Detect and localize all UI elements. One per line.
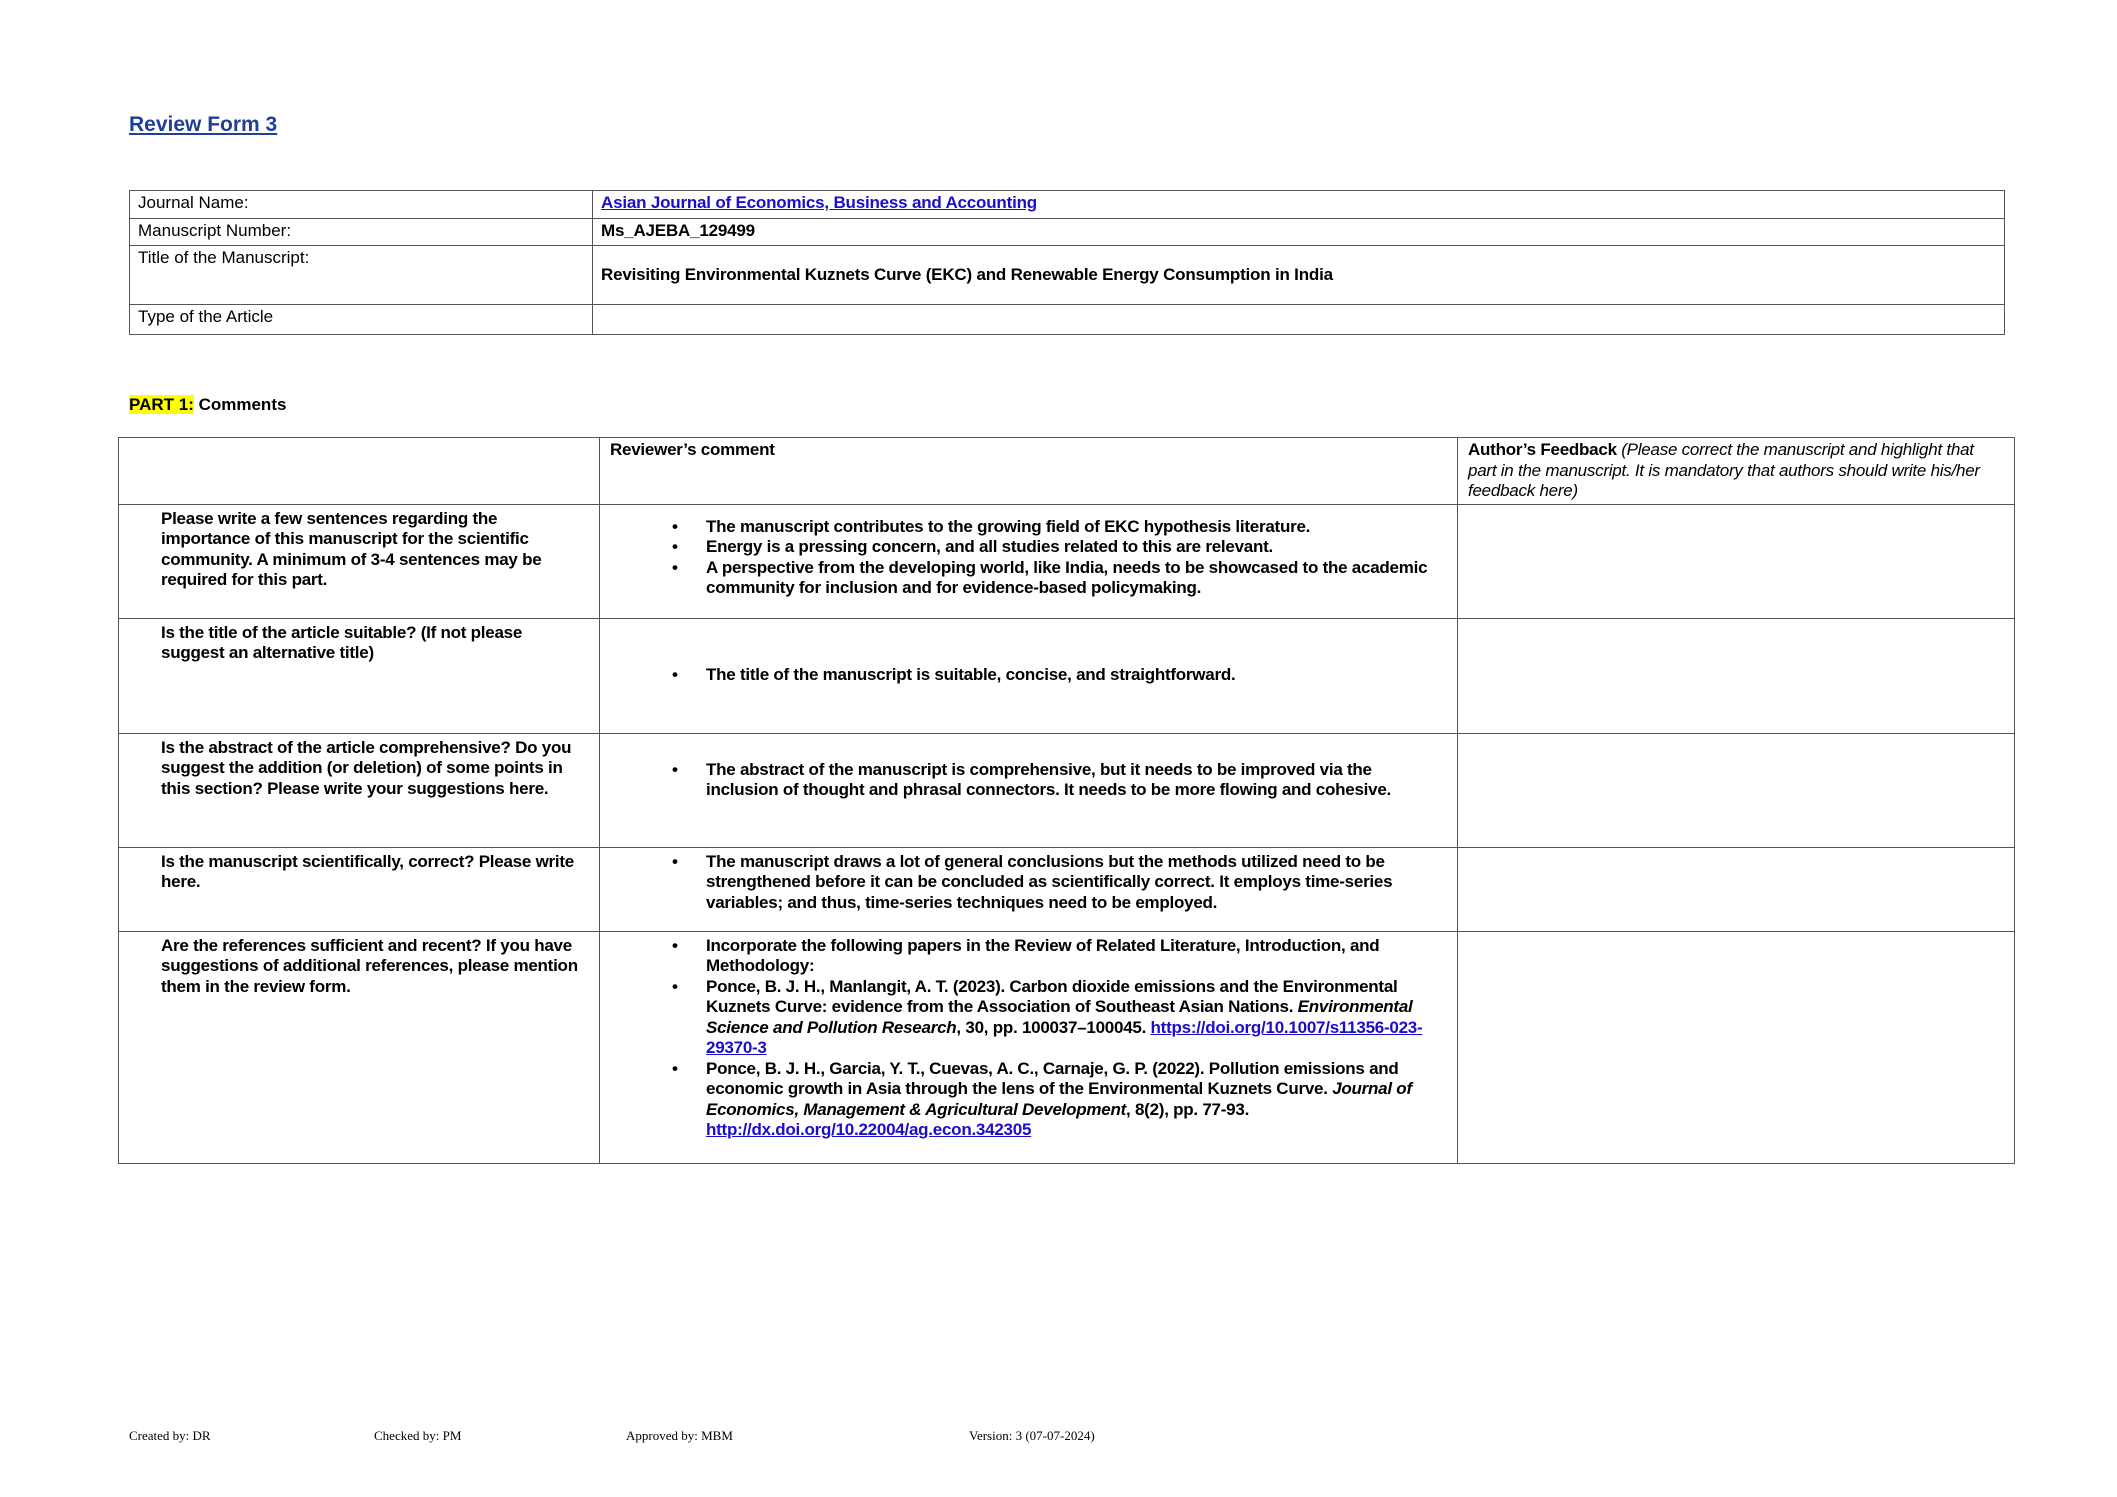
info-row-journal — [130, 191, 2005, 219]
list-item — [600, 760, 1447, 801]
question: Are the references sufficient and recent? If you have suggestions of additional references, please mention them in the review form. — [119, 931, 600, 1163]
author-feedback-note: (Please correct the manuscript and highlight that part in the manuscript. It is mandatory that authors should write his/her feedback here) — [1468, 440, 1980, 500]
text: A perspective from the developing world, like India, needs to be showcased to the academic community for inclusion and for evidence-based policymaking. — [706, 557, 1428, 597]
text: , 30, pp. 100037–100045. — [956, 1017, 1151, 1037]
reviewer-comment — [600, 618, 1458, 733]
part-title: Comments — [193, 395, 287, 414]
info-row-title — [130, 246, 2005, 305]
text — [593, 191, 2005, 219]
author-feedback-label: Author’s Feedback — [1468, 440, 1617, 459]
info-row-type — [130, 305, 2005, 335]
bullet-icon: • — [672, 976, 678, 996]
header-empty — [119, 438, 600, 505]
text: , 8(2), pp. 77-93. — [1126, 1099, 1250, 1119]
footer-version: Version: 3 (07-07-2024) — [969, 1428, 1095, 1443]
header-reviewer: Reviewer’s comment — [600, 438, 1458, 505]
list-item — [600, 936, 1447, 977]
table-row — [119, 733, 2015, 847]
title-label: Title of the Manuscript: — [130, 246, 593, 305]
header-author — [1458, 438, 2015, 505]
table-row — [119, 847, 2015, 931]
bullet-icon: • — [672, 759, 678, 779]
author-feedback-cell[interactable] — [1458, 733, 2015, 847]
reference-item — [600, 1059, 1447, 1141]
text — [600, 665, 1457, 686]
list-item — [600, 558, 1447, 599]
text: The manuscript draws a lot of general conclusions but the methods utilized need to be strengthened before it can be concluded as scientifically correct. It employs time-series variables; and thus, time-series techniques need to be employed. — [706, 851, 1393, 912]
form-title[interactable]: Review Form 3 — [129, 113, 278, 136]
text: The manuscript contributes to the growing field of EKC hypothesis literature. — [706, 516, 1311, 536]
manuscript-number-label: Manuscript Number: — [130, 219, 593, 246]
question: Is the abstract of the article comprehensive? Do you suggest the addition (or deletion) of some points in this section? Please write your suggestions here. — [119, 733, 600, 847]
bullet-icon: • — [672, 557, 678, 577]
type-label: Type of the Article — [130, 305, 593, 335]
author-feedback-cell[interactable] — [1458, 931, 2015, 1163]
title-value: Revisiting Environmental Kuznets Curve (EKC) and Renewable Energy Consumption in India — [593, 246, 2005, 305]
author-feedback-cell[interactable] — [1458, 618, 2015, 733]
text — [600, 760, 1457, 801]
list-item — [600, 665, 1447, 686]
info-row-number — [130, 219, 2005, 246]
reviewer-comment — [600, 847, 1458, 931]
text — [130, 191, 2005, 335]
footer-checked: Checked by: PM — [374, 1428, 462, 1443]
table-row — [119, 618, 2015, 733]
author-feedback-cell[interactable] — [1458, 504, 2015, 618]
type-value — [593, 305, 2005, 335]
bullet-icon: • — [672, 935, 678, 955]
text — [600, 936, 1457, 1141]
reference-item — [600, 977, 1447, 1059]
bullet-icon: • — [672, 516, 678, 536]
question: Is the title of the article suitable? (If not please suggest an alternative title) — [119, 618, 600, 733]
author-feedback-cell[interactable] — [1458, 847, 2015, 931]
bullet-icon: • — [672, 1058, 678, 1078]
footer-approved: Approved by: MBM — [626, 1428, 733, 1443]
bullet-icon: • — [672, 665, 678, 685]
text: Journal of Economics, Management & Agricultural Development — [706, 1079, 1412, 1119]
question: Please write a few sentences regarding the importance of this manuscript for the scientific community. A minimum of 3-4 sentences may be required for this part. — [119, 504, 600, 618]
footer-created: Created by: DR — [129, 1428, 211, 1443]
table-row — [119, 504, 2015, 618]
part-label: PART 1: — [129, 395, 194, 414]
bullet-icon: • — [672, 851, 678, 871]
text: Incorporate the following papers in the Review of Related Literature, Introduction, and Methodology: — [706, 935, 1380, 975]
doi-link[interactable]: https://doi.org/10.1007/s11356-023-29370-3 — [706, 1017, 1423, 1057]
text: The title of the manuscript is suitable, concise, and straightforward. — [706, 665, 1236, 685]
list-item — [600, 517, 1447, 538]
text: Ponce, B. J. H., Manlangit, A. T. (2023). Carbon dioxide emissions and the Environmental Kuznets Curve: evidence from the Association of Southeast Asian Nations. — [706, 976, 1398, 1016]
journal-link[interactable]: Asian Journal of Economics, Business and Accounting — [601, 193, 1037, 212]
reviewer-comment — [600, 931, 1458, 1163]
doi-link[interactable]: http://dx.doi.org/10.22004/ag.econ.342305 — [706, 1120, 1032, 1139]
manuscript-number-value: Ms_AJEBA_129499 — [593, 219, 2005, 246]
comments-header-row — [119, 438, 2015, 505]
journal-label: Journal Name: — [130, 191, 593, 219]
text: Environmental Science and Pollution Research — [706, 997, 1413, 1037]
reviewer-comment — [600, 733, 1458, 847]
text — [600, 852, 1457, 914]
text — [119, 438, 2015, 1164]
manuscript-info-table — [129, 190, 2005, 335]
question: Is the manuscript scientifically, correct? Please write here. — [119, 847, 600, 931]
comments-table — [118, 437, 2015, 1164]
bullet-icon: • — [672, 537, 678, 556]
part-heading — [129, 395, 286, 415]
list-item — [600, 537, 1447, 558]
text: The abstract of the manuscript is comprehensive, but it needs to be improved via the inclusion of thought and phrasal connectors. It needs to be more flowing and cohesive. — [706, 759, 1392, 799]
text: Energy is a pressing concern, and all studies related to this are relevant. — [706, 537, 1274, 556]
reviewer-comment — [600, 504, 1458, 618]
text — [600, 517, 1457, 599]
text: Ponce, B. J. H., Garcia, Y. T., Cuevas, A. C., Carnaje, G. P. (2022). Pollution emissions and economic growth in Asia through the lens of the Environmental Kuznets Curve. — [706, 1058, 1399, 1098]
table-row — [119, 931, 2015, 1163]
list-item — [600, 852, 1447, 914]
